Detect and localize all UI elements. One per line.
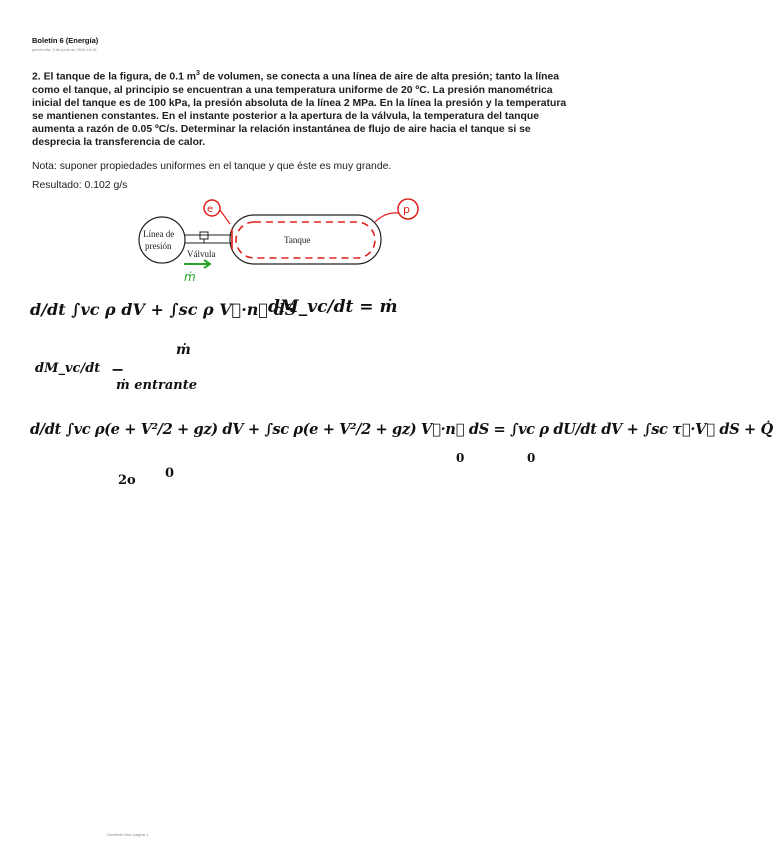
problem-text-a: El tanque de la figura, de 0.1 m <box>43 71 196 83</box>
problem-text-b: de volumen, se conecta a una línea de aire de alta presión; tanto la línea como el tanque, al principio se encuentran a una temperatura uniforme de 20 ºC. La presión manométrica inicial del tanque es de 100 kPa, la presión absoluta de la línea 2 MPa. En la línea la presión y la temperatura se mantienen constantes. En el instante posterior a la apertura de la válvula, la temperatura del tanque aumenta a razón de 0.05 ºC/s. Determinar la relación instantánea de flujo de aire hacia el tanque si se desprecia la transferencia de calor. <box>32 71 567 148</box>
handwritten-sub-c: − <box>111 360 125 379</box>
marker-e-text: e <box>207 204 214 215</box>
problem-note: Nota: suponer propiedades uniformes en el tanque y que éste es muy grande. <box>32 161 392 172</box>
handwritten-sub-d: ṁ entrante <box>116 378 198 393</box>
document-meta: jueves día, 9 de junio de 2016 10:16 <box>32 47 97 52</box>
pressure-line-label-2: presión <box>145 241 172 251</box>
mdot-green: ṁ <box>184 270 196 284</box>
problem-sup: 3 <box>196 70 200 77</box>
handwritten-sub-a: dM_vc/dt <box>35 361 101 376</box>
handwritten-eq2: d/dt ∫vc ρ(e + V²/2 + gz) dV + ∫sc ρ(e + V²/2 + gz) V⃗·n⃗ dS = ∫vc ρ dU/dt dV + ∫sc τ⃗·V⃗ dS + Q̇ <box>30 421 773 438</box>
handwritten-eq1-right: dM_vc/dt = ṁ <box>268 297 398 317</box>
page-footer: OneNote Nick página 1 <box>107 832 149 837</box>
handwritten-eq2-sub-d: 0 <box>527 451 536 465</box>
handwritten-eq2-sub-b: 0 <box>165 466 175 481</box>
problem-number: 2. <box>32 71 41 83</box>
handwritten-eq2-sub-c: 0 <box>456 451 465 465</box>
valve-label: Válvula <box>187 249 216 259</box>
document-title: Boletín 6 (Energía) <box>32 36 99 45</box>
tank-label: Tanque <box>284 235 311 245</box>
marker-p-text: p <box>403 203 410 216</box>
handwritten-sub-b: ṁ <box>176 342 191 358</box>
pressure-line-shape <box>139 217 185 263</box>
problem-result: Resultado: 0.102 g/s <box>32 180 128 191</box>
pressure-line-label-1: Línea de <box>143 229 175 239</box>
handwritten-eq1-left: d/dt ∫vc ρ dV + ∫sc ρ V⃗·n⃗ dS <box>30 300 297 319</box>
handwritten-eq2-sub-a: 2o <box>118 473 136 488</box>
